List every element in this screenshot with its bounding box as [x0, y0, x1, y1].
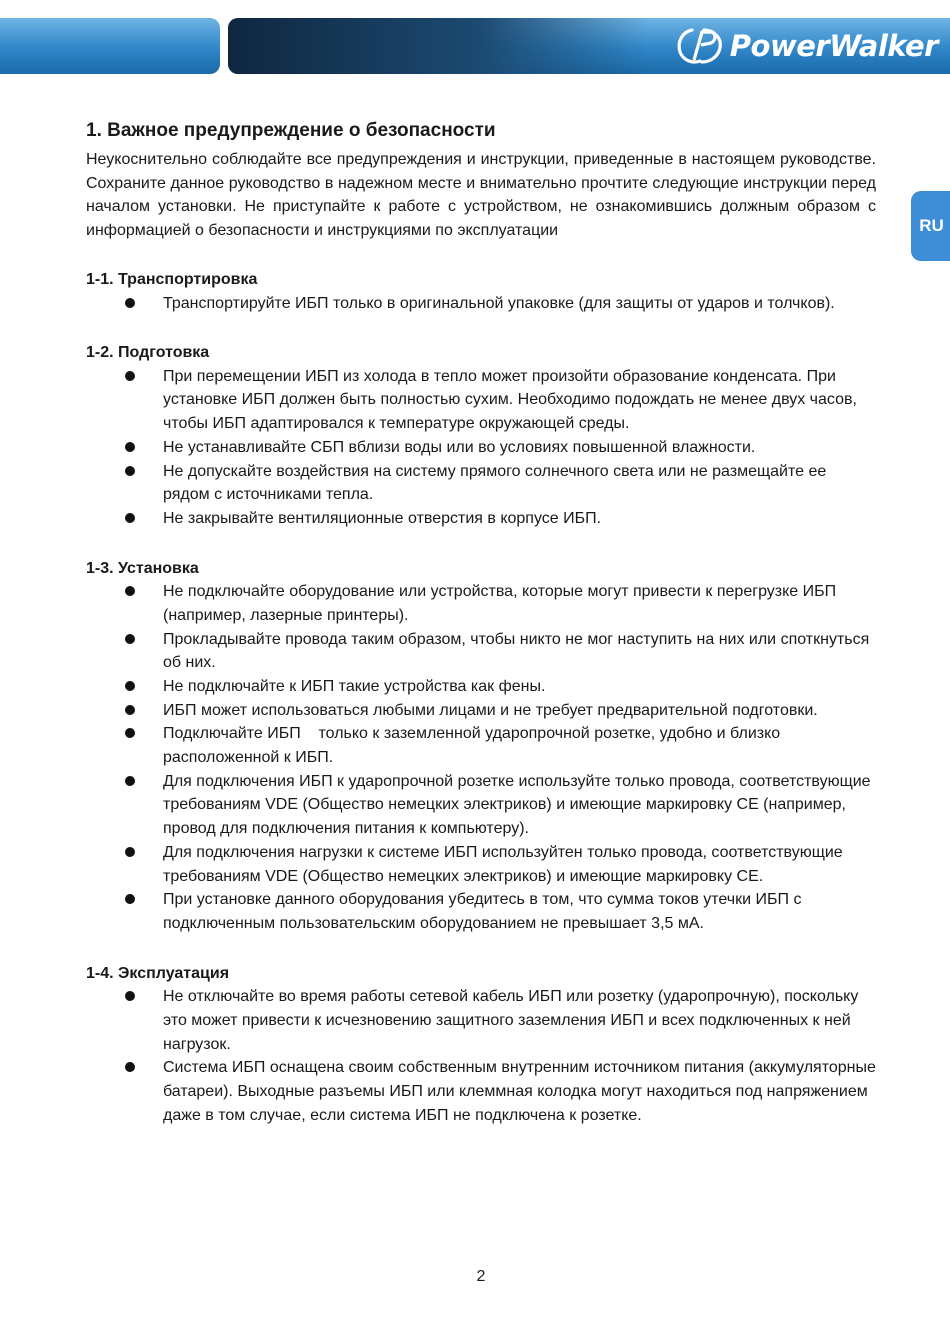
section-heading: 1-3. Установка: [86, 559, 199, 577]
brand-name: PowerWalker: [729, 29, 938, 63]
brand-logo: [674, 26, 938, 66]
bullet-icon: [125, 298, 135, 308]
list-item-text: Не устанавливайте СБП вблизи воды или во условиях повышенной влажности.: [163, 438, 756, 456]
list-item: [86, 675, 876, 699]
section-heading: 1-1. Транспортировка: [86, 271, 258, 288]
section-heading: 1-4. Эксплуатация: [86, 964, 230, 982]
list-item: [86, 699, 876, 723]
bullet-icon: [125, 634, 135, 644]
bullet-icon: [125, 991, 135, 1001]
bullet-icon: [125, 681, 135, 691]
list-item: [86, 292, 876, 316]
list-item: [86, 580, 876, 627]
bullet-list: [86, 365, 876, 531]
bullet-icon: [125, 705, 135, 715]
bullet-icon: [125, 1062, 135, 1072]
document-body: [86, 118, 876, 1127]
section-installation: [86, 557, 876, 936]
list-item-text: Система ИБП оснащена своим собственным внутренним источником питания (аккумуляторные батареи). Выходные разъемы ИБП или клеммная колодка могут находиться под напряжением даже в том случае, если система ИБП не подключена к розетке.: [163, 1059, 876, 1124]
list-item-text: При установке данного оборудования убедитесь в том, что сумма токов утечки ИБП с подключенным пользовательским оборудованием не превышает 3,5 мА.: [163, 891, 802, 932]
section-heading: 1-2. Подготовка: [86, 344, 210, 362]
bullet-icon: [125, 442, 135, 452]
bullet-icon: [125, 586, 135, 596]
bullet-icon: [125, 776, 135, 786]
intro-paragraph: Неукоснительно соблюдайте все предупреждения и инструкции, приведенные в настоящем руководстве. Сохраните данное руководство в надежном месте и внимательно прочтите следующие инструкции перед началом установки. Не приступайте к работе с устройством, не ознакомившись должным образом с информацией о безопасности и инструкциями по эксплуатации: [86, 151, 876, 239]
bullet-icon: [125, 466, 135, 476]
page-title: 1. Важное предупреждение о безопасности: [86, 120, 496, 141]
bullet-icon: [125, 728, 135, 738]
list-item-text: Прокладывайте провода таким образом, чтобы никто не мог наступить на них или споткнуться об них.: [163, 630, 870, 672]
header-banner-left: [0, 18, 220, 74]
bullet-icon: [125, 847, 135, 857]
list-item: [86, 436, 876, 460]
list-item: [86, 507, 876, 531]
list-item-text: Не отключайте во время работы сетевой кабель ИБП или розетку (ударопрочную), поскольку это может привести к исчезновению защитного заземления ИБП и всех подключенных к ней нагрузок.: [163, 988, 859, 1053]
list-item: [86, 722, 876, 769]
section-preparation: [86, 341, 876, 530]
list-item-text: При перемещении ИБП из холода в тепло может произойти образование конденсата. При установке ИБП должен быть полностью сухим. Необходимо подождать не менее двух часов, чтобы ИБП адаптировался к температуре окружающей среды.: [163, 367, 857, 433]
list-item: [86, 628, 876, 675]
list-item-text: ИБП может использоваться любыми лицами и не требует предварительной подготовки.: [163, 701, 818, 719]
bullet-icon: [125, 894, 135, 904]
header-banner: [228, 18, 950, 74]
bullet-list: [86, 580, 876, 936]
bullet-icon: [125, 371, 135, 381]
page-number: 2: [476, 1268, 486, 1285]
bullet-list: [86, 985, 876, 1127]
list-item-text: Для подключения ИБП к ударопрочной розетке используйте только провода, соответствующие требованиям VDE (Общество немецких электриков) и имеющие маркировку CE (например, провод для подключения питания к компьютеру).: [163, 772, 871, 838]
list-item: [86, 770, 876, 841]
list-item-text: Не закрывайте вентиляционные отверстия в корпусе ИБП.: [163, 509, 602, 527]
list-item-text: Не подключайте к ИБП такие устройства как фены.: [163, 677, 546, 695]
bullet-list: [86, 292, 876, 316]
section-transport: [86, 268, 876, 315]
list-item-text: Не допускайте воздействия на систему прямого солнечного света или не размещайте ее рядом с источниками тепла.: [163, 462, 827, 504]
list-item: [86, 841, 876, 888]
list-item-text: Транспортируйте ИБП только в оригинальной упаковке (для защиты от ударов и толчков).: [163, 294, 835, 312]
list-item: [86, 365, 876, 436]
list-item: [86, 985, 876, 1056]
list-item: [86, 888, 876, 935]
powerwalker-logo-icon: [674, 26, 728, 66]
list-item: [86, 1056, 876, 1127]
list-item-text: Для подключения нагрузки к системе ИБП используйтен только провода, соответствующие требованиям VDE (Общество немецких электриков) и имеющие маркировку CE.: [163, 843, 843, 885]
bullet-icon: [125, 513, 135, 523]
list-item-text: Не подключайте оборудование или устройства, которые могут привести к перегрузке ИБП (например, лазерные принтеры).: [163, 583, 837, 624]
list-item: [86, 460, 876, 507]
header-banner-shade: [228, 18, 648, 74]
section-operation: [86, 962, 876, 1128]
list-item-text: Подключайте ИБП только к заземленной ударопрочной розетке, удобно и близко расположенной к ИБП.: [163, 725, 785, 767]
language-tab[interactable]: RU: [911, 191, 950, 261]
